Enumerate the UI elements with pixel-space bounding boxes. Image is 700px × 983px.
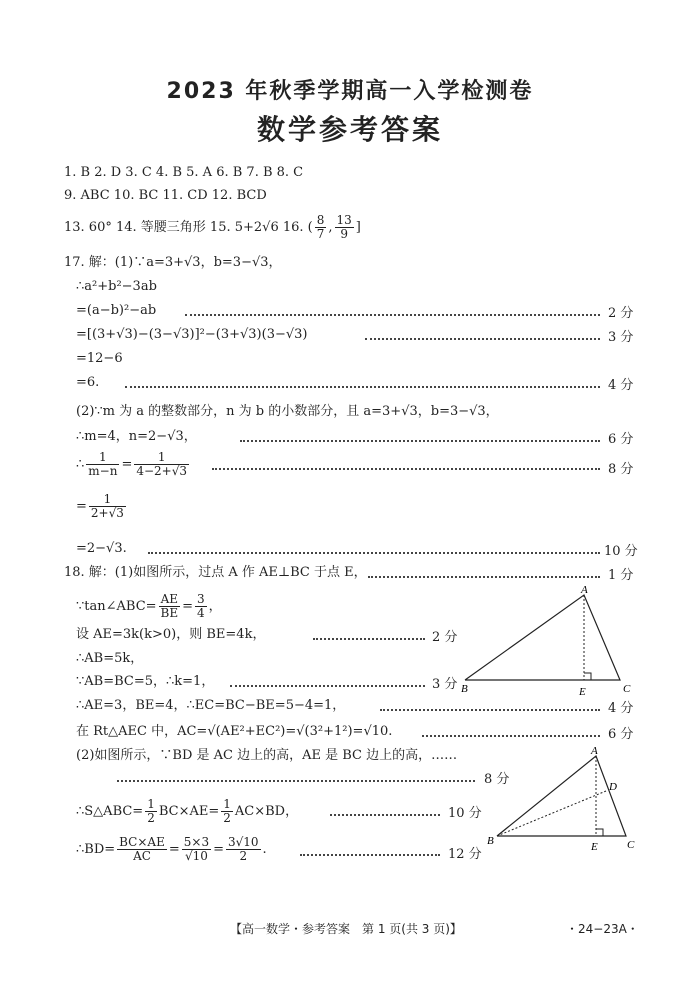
q18-line-5: ∵AB=BC=5，∴k=1， [76, 674, 215, 689]
leader-dots [240, 440, 600, 442]
fraction-half [145, 798, 157, 825]
comma: , [328, 220, 333, 235]
therefore: ∴ [76, 457, 85, 472]
page-subtitle: 数学参考答案 [256, 113, 443, 146]
denominator: 9 [340, 227, 348, 241]
q18-line-8: (2)如图所示，∵BD 是 AC 边上的高，AE 是 BC 边上的高，…… [76, 748, 458, 763]
q17-line-8: ∴m=4，n=2−√3， [76, 429, 197, 444]
label-a: A [591, 745, 598, 757]
denominator: m−n [88, 464, 118, 478]
equals: = [121, 457, 133, 472]
area-expression: ∴S△ABC= [76, 804, 144, 819]
answers-row-3 [64, 214, 361, 241]
leader-dots [125, 386, 600, 388]
score-10: 10 分 [604, 544, 638, 559]
q18-line-9 [76, 798, 298, 825]
q17-line-6: =6. [76, 375, 100, 390]
denominator: √10 [184, 849, 208, 863]
q17-line-9 [76, 451, 191, 478]
label-c: C [623, 683, 631, 695]
q17-line-2: ∴a²+b²−3ab [76, 279, 157, 294]
denominator: 2+√3 [90, 506, 124, 520]
equals: = [76, 499, 87, 514]
leader-dots [380, 709, 600, 711]
q18-line-2 [76, 593, 222, 620]
score-6: 6 分 [608, 727, 634, 742]
fraction-1-over-expr [134, 451, 189, 478]
numerator: 1 [134, 451, 189, 465]
bracket: ] [355, 220, 361, 235]
leader-dots [368, 576, 600, 578]
figure-triangle-2 [483, 744, 673, 854]
denominator: 2 [223, 811, 231, 825]
q18-line-1: 18. 解：(1)如图所示，过点 A 作 AE⊥BC 于点 E， [64, 565, 367, 580]
numerator: 8 [316, 213, 325, 227]
q17-line-4: =[(3+√3)−(3−√3)]²−(3+√3)(3−√3) [76, 327, 308, 342]
leader-dots [313, 638, 425, 640]
fraction-3root10-over-2 [226, 836, 261, 863]
fraction-1-over-2-root3 [89, 493, 126, 520]
leader-dots [330, 814, 440, 816]
area-end: AC×BD， [234, 804, 299, 819]
altitude-bd [497, 791, 606, 836]
label-b: B [487, 835, 494, 847]
q18-line-10: ∴BD= $\frac{BC\times AE}{AC}$ = $\frac{5\times 3}{√10}$ = $\frac{3√10}{2}$ . [76, 835, 267, 863]
q18-line-3: 设 AE=3k(k>0)，则 BE=4k， [76, 627, 266, 642]
numerator: 13 [336, 213, 352, 227]
answers-row-3-text: 13. 60° 14. 等腰三角形 15. 5+2√6 16. ( [64, 220, 313, 235]
answers-row-1: 1. B 2. D 3. C 4. B 5. A 6. B 7. B 8. C [64, 165, 304, 180]
leader-dots [185, 314, 600, 316]
score-6: 6 分 [608, 432, 634, 447]
numerator: 3 [197, 592, 205, 606]
q18-line-6: ∴AE=3，BE=4，∴EC=BC−BE=5−4=1， [76, 698, 346, 713]
leader-dots [148, 552, 600, 554]
fraction-half [221, 798, 233, 825]
period: . [262, 842, 267, 857]
fraction-3-4 [195, 593, 207, 620]
leader-dots [117, 780, 475, 782]
label-e: E [591, 841, 598, 853]
triangle-outline [465, 595, 620, 680]
q17-line-5: =12−6 [76, 351, 123, 366]
denominator: 4−2+√3 [136, 464, 188, 478]
numerator: 5×3 [183, 835, 210, 849]
leader-dots [212, 468, 600, 470]
right-angle-mark [584, 673, 591, 680]
score-8: 8 分 [484, 772, 510, 787]
comma: ， [208, 599, 222, 614]
leader-dots [365, 338, 600, 340]
denominator: AC [133, 849, 151, 863]
fraction-bc-ae-over-ac [117, 836, 167, 863]
score-2: 2 分 [432, 630, 458, 645]
denominator: BE [160, 606, 179, 620]
right-angle-mark [596, 829, 603, 836]
q17-line-7: (2)∵m 为 a 的整数部分，n 为 b 的小数部分，且 a=3+√3，b=3−√3， [76, 404, 499, 419]
denominator: 2 [239, 849, 248, 863]
footer-page-info: 【高一数学・参考答案 第 1 页(共 3 页)】 [230, 922, 462, 936]
score-10: 10 分 [448, 806, 482, 821]
label-c: C [627, 839, 635, 851]
numerator: BC×AE [119, 835, 165, 849]
numerator: 1 [89, 493, 126, 507]
fraction-8-7 [315, 214, 327, 241]
score-8: 8 分 [608, 462, 634, 477]
label-b: B [461, 683, 468, 695]
q17-line-3: =(a−b)²−ab [76, 303, 157, 318]
label-a: A [581, 585, 588, 596]
q18-line-4: ∴AB=5k， [76, 651, 144, 666]
footer-code: ・24−23A・ [566, 922, 639, 936]
leader-dots [230, 685, 425, 687]
score-12: 12 分 [448, 847, 482, 862]
fraction-AE-BE [159, 593, 181, 620]
tan-expression: ∵tan∠ABC= [76, 599, 157, 614]
score-2: 2 分 [608, 306, 634, 321]
score-4: 4 分 [608, 701, 634, 716]
numerator: 1 [223, 797, 231, 811]
denominator: 4 [197, 606, 205, 620]
fraction-13-9 [335, 214, 354, 241]
equals: = [182, 599, 194, 614]
score-3: 3 分 [608, 330, 634, 345]
fraction-15-over-root10 [182, 836, 211, 863]
q18-line-7: 在 Rt△AEC 中，AC=√(AE²+EC²)=√(3²+1²)=√10. [76, 724, 393, 739]
page-title: 2023 年秋季学期高一入学检测卷 [166, 79, 534, 104]
denominator: 7 [316, 227, 325, 241]
numerator: 1 [86, 451, 119, 465]
answers-row-2: 9. ABC 10. BC 11. CD 12. BCD [64, 188, 267, 203]
denominator: 2 [147, 811, 155, 825]
numerator: 3√10 [227, 835, 259, 849]
numerator: 1 [147, 797, 155, 811]
score-1: 1 分 [608, 568, 634, 583]
score-3: 3 分 [432, 677, 458, 692]
numerator: AE [159, 593, 181, 607]
q17-line-1: 17. 解：(1)∵a=3+√3，b=3−√3， [64, 255, 282, 270]
label-d: D [609, 781, 617, 793]
bd-expression: ∴BD= [76, 842, 116, 857]
triangle-outline [497, 756, 626, 836]
leader-dots [422, 735, 600, 737]
fraction-1-over-m-n [86, 451, 119, 478]
figure-triangle-1 [455, 585, 645, 700]
area-middle: BC×AE= [158, 804, 220, 819]
q17-line-10 [76, 493, 128, 520]
label-e: E [579, 686, 586, 698]
leader-dots [300, 854, 440, 856]
score-4: 4 分 [608, 378, 634, 393]
q17-line-11: =2−√3. [76, 541, 127, 556]
